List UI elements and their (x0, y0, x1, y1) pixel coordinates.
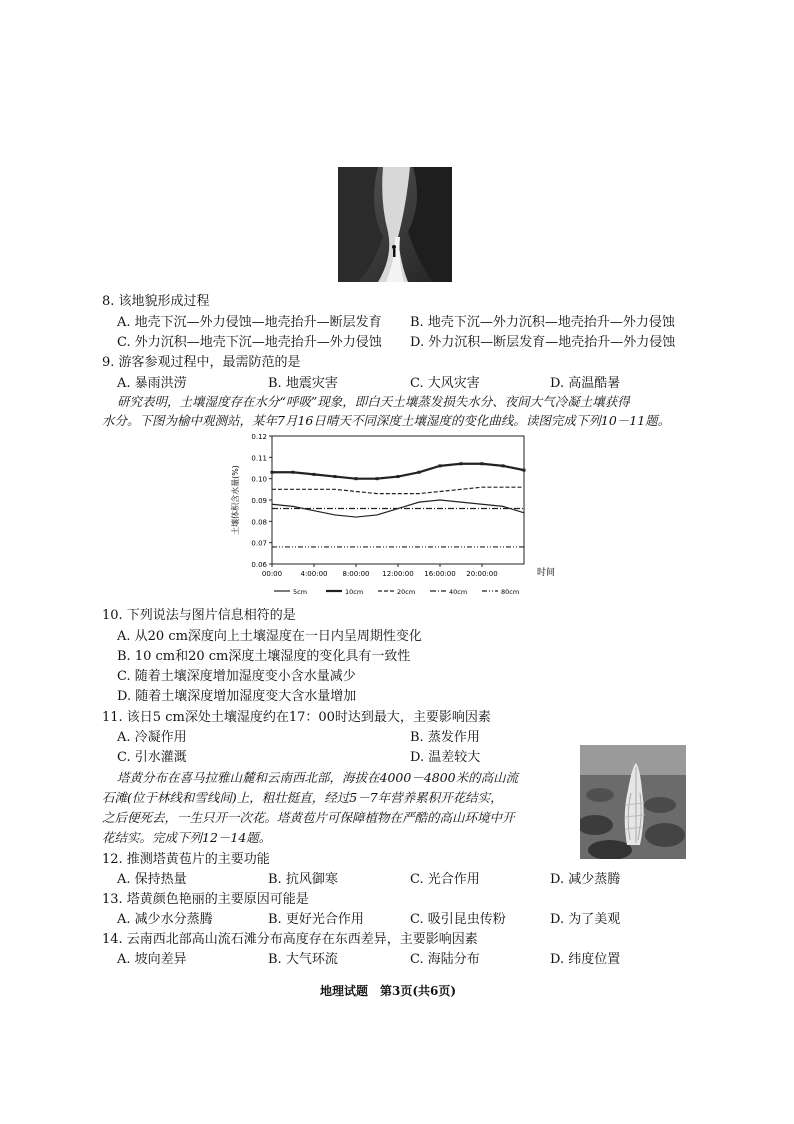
question-14-option-c[interactable]: C. 海陆分布 (410, 952, 480, 967)
y-axis-label: 土壤体积含水量(%) (231, 465, 240, 535)
question-10-option-c[interactable]: C. 随着土壤深度增加湿度变小含水量减少 (117, 669, 356, 684)
question-11-option-d[interactable]: D. 温差较大 (410, 750, 481, 765)
page-footer: 地理试题 第3页(共6页) (320, 984, 457, 998)
question-9-option-a[interactable]: A. 暴雨洪涝 (117, 376, 187, 391)
question-10-option-d[interactable]: D. 随着土壤深度增加湿度变大含水量增加 (117, 689, 357, 704)
question-8-stem: 8. 该地貌形成过程 (102, 294, 210, 309)
question-9-option-b[interactable]: B. 地震灾害 (268, 376, 338, 391)
question-13-option-d[interactable]: D. 为了美观 (550, 912, 621, 927)
question-12-stem: 12. 推测塔黄苞片的主要功能 (102, 852, 270, 867)
question-14-stem: 14. 云南西北部高山流石滩分布高度存在东西差异，主要影响因素 (102, 932, 478, 947)
legend-label-10cm: 10cm (345, 588, 364, 596)
x-tick-label: 12:00:00 (382, 570, 414, 578)
question-8-option-c[interactable]: C. 外力沉积—地壳下沉—地壳抬升—外力侵蚀 (117, 335, 382, 350)
question-14-option-b[interactable]: B. 大气环流 (268, 952, 338, 967)
y-tick-label: 0.11 (251, 454, 267, 463)
y-tick-label: 0.12 (251, 433, 267, 441)
question-14-option-d[interactable]: D. 纬度位置 (550, 952, 621, 967)
question-11-option-b[interactable]: B. 蒸发作用 (410, 730, 480, 745)
question-10-stem: 10. 下列说法与图片信息相符的是 (102, 608, 296, 623)
soil-moisture-chart (228, 428, 558, 600)
point-10cm (523, 469, 526, 472)
y-tick-label: 0.06 (251, 561, 267, 569)
intro-paragraph-1-line-2: 水分。下图为榆中观测站，某年7月16日晴天不同深度土壤湿度的变化曲线。读图完成下列10－11题。 (102, 413, 671, 428)
intro-paragraph-2-line-3: 之后便死去，一生只开一次花。塔黄苞片可保障植物在严酷的高山环境中开 (102, 810, 515, 825)
question-13-option-c[interactable]: C. 吸引昆虫传粉 (410, 912, 506, 927)
point-10cm (271, 471, 274, 474)
question-11-option-c[interactable]: C. 引水灌溉 (117, 750, 187, 765)
question-13-option-a[interactable]: A. 减少水分蒸腾 (117, 912, 213, 927)
x-tick-label: 8:00:00 (342, 570, 370, 578)
point-10cm (334, 475, 337, 478)
point-10cm (397, 475, 400, 478)
y-tick-label: 0.08 (251, 518, 267, 527)
point-10cm (355, 477, 358, 480)
legend-label-80cm: 80cm (501, 588, 520, 596)
question-8-option-a[interactable]: A. 地壳下沉—外力侵蚀—地壳抬升—断层发育 (117, 315, 382, 330)
y-tick-label: 0.07 (251, 539, 267, 548)
point-10cm (292, 471, 295, 474)
question-12-option-d[interactable]: D. 减少蒸腾 (550, 872, 621, 887)
question-9-option-c[interactable]: C. 大风灾害 (410, 376, 480, 391)
intro-paragraph-2-line-2: 石滩(位于林线和雪线间)上，粗壮挺直，经过5－7年营养累积开花结实， (102, 790, 503, 805)
question-12-option-c[interactable]: C. 光合作用 (410, 872, 480, 887)
question-11-stem: 11. 该日5 cm深处土壤湿度约在17：00时达到最大，主要影响因素 (102, 710, 491, 725)
point-10cm (418, 471, 421, 474)
point-10cm (481, 462, 484, 465)
x-tick-label: 20:00:00 (466, 570, 498, 578)
legend-label-40cm: 40cm (449, 588, 468, 596)
legend-label-5cm: 5cm (293, 588, 308, 596)
point-10cm (460, 462, 463, 465)
plot-frame (272, 436, 524, 564)
question-8-option-b[interactable]: B. 地壳下沉—外力沉积—地壳抬升—外力侵蚀 (410, 315, 675, 330)
question-8-option-d[interactable]: D. 外力沉积—断层发育—地壳抬升—外力侵蚀 (410, 335, 676, 350)
legend-label-20cm: 20cm (397, 588, 416, 596)
intro-paragraph-1-line-1: 研究表明，土壤湿度存在水分“呼吸”现象，即白天土壤蒸发损失水分、夜间大气冷凝土壤获得 (117, 394, 630, 409)
point-10cm (313, 473, 316, 476)
question-14-option-a[interactable]: A. 坡向差异 (117, 952, 187, 967)
x-tick-label: 4:00:00 (300, 570, 328, 578)
question-9-stem: 9. 游客参观过程中，最需防范的是 (102, 355, 301, 370)
x-tick-label: 16:00:00 (424, 570, 456, 578)
point-10cm (376, 477, 379, 480)
point-10cm (502, 464, 505, 467)
question-10-option-a[interactable]: A. 从20 cm深度向上土壤湿度在一日内呈周期性变化 (117, 629, 422, 644)
y-tick-label: 0.09 (251, 497, 267, 505)
question-9-option-d[interactable]: D. 高温酷暑 (550, 376, 621, 391)
y-tick-label: 0.10 (251, 475, 267, 484)
intro-paragraph-2-line-1: 塔黄分布在喜马拉雅山麓和云南西北部，海拔在4000－4800米的高山流 (117, 770, 519, 785)
question-12-option-a[interactable]: A. 保持热量 (117, 872, 187, 887)
question-12-option-b[interactable]: B. 抗风御寒 (268, 872, 338, 887)
question-10-option-b[interactable]: B. 10 cm和20 cm深度土壤湿度的变化具有一致性 (117, 649, 411, 664)
x-tick-label: 00:00 (261, 570, 283, 578)
canyon-photo (338, 167, 452, 282)
question-11-option-a[interactable]: A. 冷凝作用 (117, 730, 187, 745)
question-13-stem: 13. 塔黄颜色艳丽的主要原因可能是 (102, 892, 309, 907)
x-axis-label: 时间 (537, 568, 556, 578)
point-10cm (439, 464, 442, 467)
question-13-option-b[interactable]: B. 更好光合作用 (268, 912, 364, 927)
intro-paragraph-2-line-4: 花结实。完成下列12－14题。 (102, 830, 272, 845)
rheum-nobile-plant-photo (580, 745, 686, 859)
